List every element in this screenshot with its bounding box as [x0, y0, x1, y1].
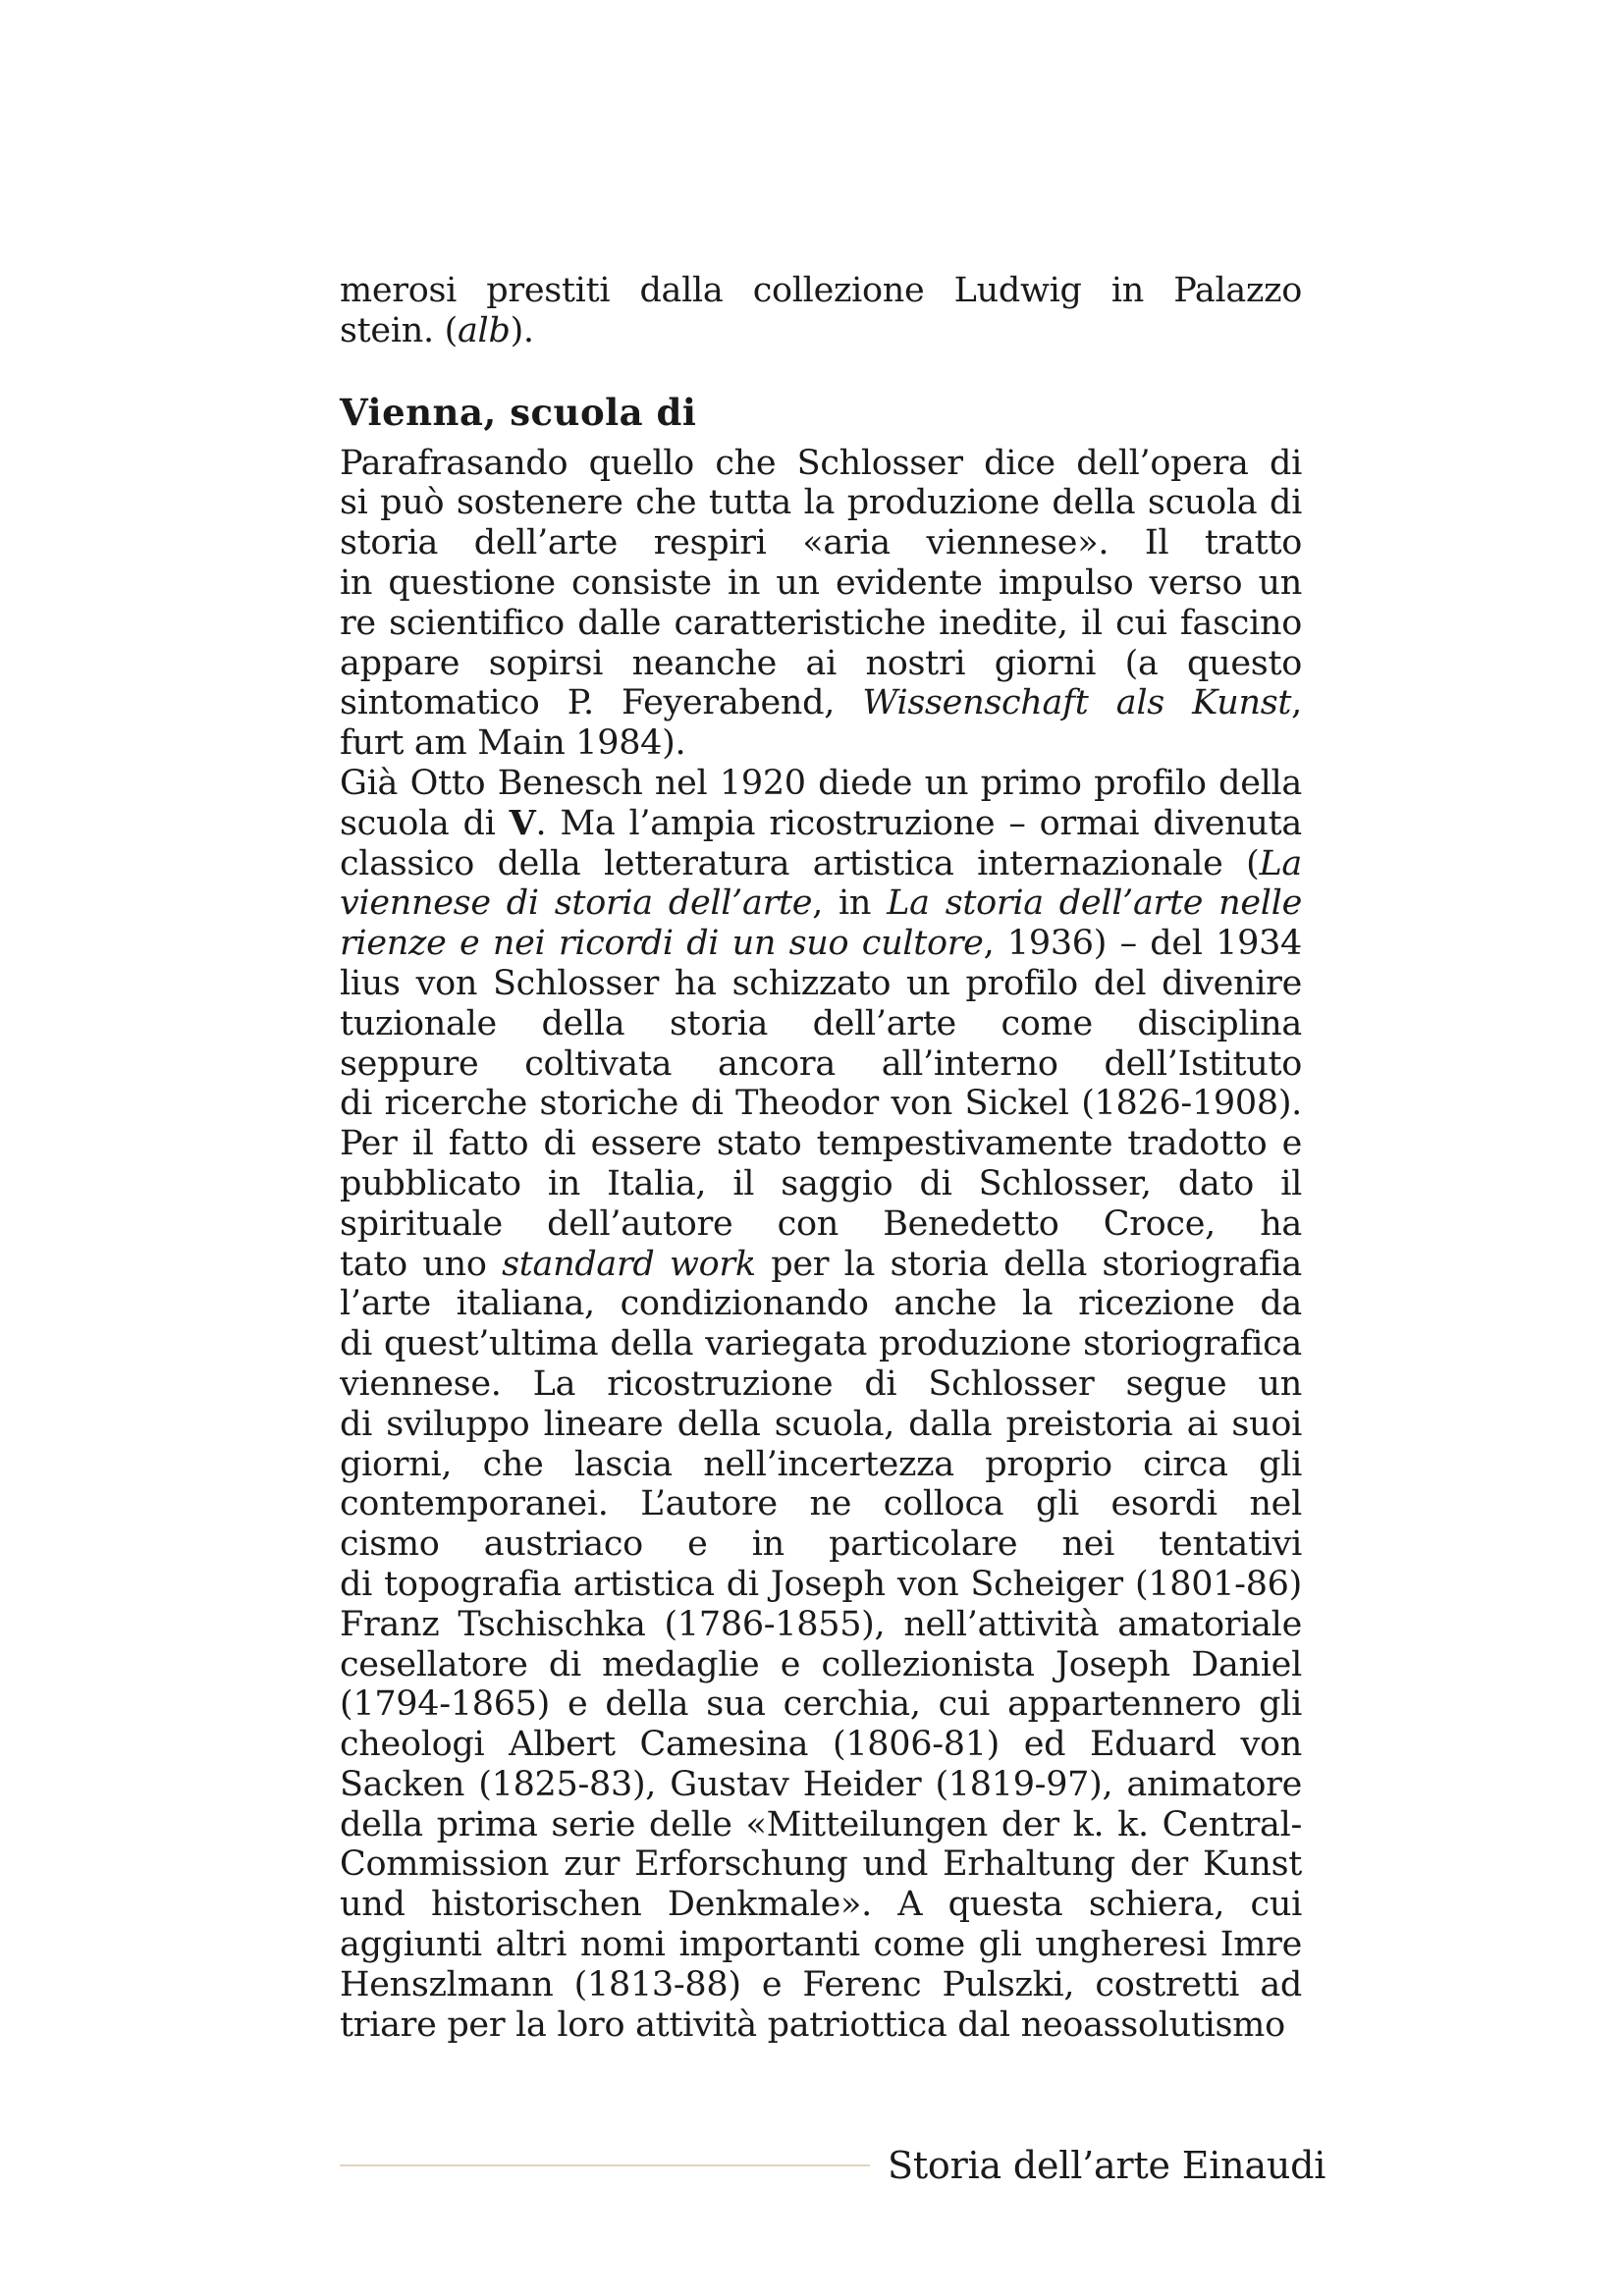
text-line: Henszlmann (1813-88) e Ferenc Pulszki, costretti ad: [340, 1964, 1302, 2004]
text-line: di quest’ultima della variegata produzione storiografica: [340, 1324, 1302, 1364]
text-line: classico della letteratura artistica internazionale (La: [340, 843, 1302, 883]
intro-paragraph: [340, 271, 1302, 351]
entry-heading: Vienna, scuola di: [340, 390, 697, 434]
text-line: giorni, che lascia nell’incertezza proprio circa gli: [340, 1444, 1302, 1484]
text-line: della prima serie delle «Mitteilungen der k. k. Central-: [340, 1804, 1302, 1844]
text-line: spirituale dell’autore con Benedetto Croce, ha: [340, 1203, 1302, 1244]
text-line: Franz Tschischka (1786-1855), nell’attività amatoriale: [340, 1604, 1302, 1644]
footer-title: Storia dell’arte Einaudi: [888, 2144, 1326, 2187]
text-line: viennese di storia dell’arte, in La storia dell’arte nelle: [340, 883, 1302, 924]
text-line: furt am Main 1984).: [340, 723, 686, 764]
text-line: Commission zur Erforschung und Erhaltung der Kunst: [340, 1844, 1302, 1885]
text-line: rienze e nei ricordi di un suo cultore, 1936) – del 1934: [340, 924, 1302, 964]
text-line: di topografia artistica di Joseph von Scheiger (1801-86): [340, 1564, 1302, 1604]
text-line: sintomatico P. Feyerabend, Wissenschaft als Kunst,: [340, 683, 1302, 723]
text-line: si può sostenere che tutta la produzione della scuola di: [340, 483, 1302, 523]
text-line: Per il fatto di essere stato tempestivamente tradotto e: [340, 1124, 1302, 1164]
text-line: di ricerche storiche di Theodor von Sickel (1826-1908).: [340, 1084, 1302, 1124]
text-line: contemporanei. L’autore ne colloca gli esordi nel: [340, 1484, 1302, 1524]
text-line: aggiunti altri nomi importanti come gli ungheresi Imre: [340, 1925, 1302, 1965]
text-line: seppure coltivata ancora all’interno dell’Istituto: [340, 1043, 1302, 1084]
text-line: cismo austriaco e in particolare nei tentativi: [340, 1524, 1302, 1565]
text-line: merosi prestiti dalla collezione Ludwig in Palazzo: [340, 271, 1302, 310]
text-line: Parafrasando quello che Schlosser dice dell’opera di: [340, 443, 1302, 483]
text-line: in questione consiste in un evidente impulso verso un: [340, 562, 1302, 603]
text-line: cesellatore di medaglie e collezionista Joseph Daniel: [340, 1644, 1302, 1684]
text-line: viennese. La ricostruzione di Schlosser segue un: [340, 1363, 1302, 1404]
text-line: triare per la loro attività patriottica dal neoassolutismo: [340, 2004, 1285, 2045]
text-line: pubblicato in Italia, il saggio di Schlosser, dato il: [340, 1163, 1302, 1203]
entry-body: [340, 444, 1302, 2046]
text-line: appare sopirsi neanche ai nostri giorni (a questo: [340, 643, 1302, 683]
page-content: [340, 271, 1302, 2045]
page-footer: [340, 2140, 1326, 2191]
text-line: storia dell’arte respiri «aria viennese». Il tratto: [340, 523, 1302, 563]
text-line: di sviluppo lineare della scuola, dalla preistoria ai suoi: [340, 1404, 1302, 1444]
text-line: stein. (alb).: [340, 310, 534, 350]
text-line: l’arte italiana, condizionando anche la ricezione da: [340, 1284, 1302, 1324]
text-line: tuzionale della storia dell’arte come disciplina: [340, 1003, 1302, 1043]
text-line: cheologi Albert Camesina (1806-81) ed Eduard von: [340, 1725, 1302, 1765]
text-line: Già Otto Benesch nel 1920 diede un primo profilo della: [340, 763, 1302, 803]
text-line: lius von Schlosser ha schizzato un profilo del divenire: [340, 963, 1302, 1003]
text-line: tato uno standard work per la storia della storiografia: [340, 1244, 1302, 1284]
text-line: re scientifico dalle caratteristiche inedite, il cui fascino: [340, 603, 1302, 643]
text-line: Sacken (1825-83), Gustav Heider (1819-97), animatore: [340, 1764, 1302, 1804]
footer-rule: [340, 2164, 870, 2166]
text-line: scuola di V. Ma l’ampia ricostruzione – ormai divenuta: [340, 803, 1302, 843]
text-line: und historischen Denkmale». A questa schiera, cui: [340, 1885, 1302, 1925]
text-line: (1794-1865) e della sua cerchia, cui appartennero gli: [340, 1684, 1302, 1725]
